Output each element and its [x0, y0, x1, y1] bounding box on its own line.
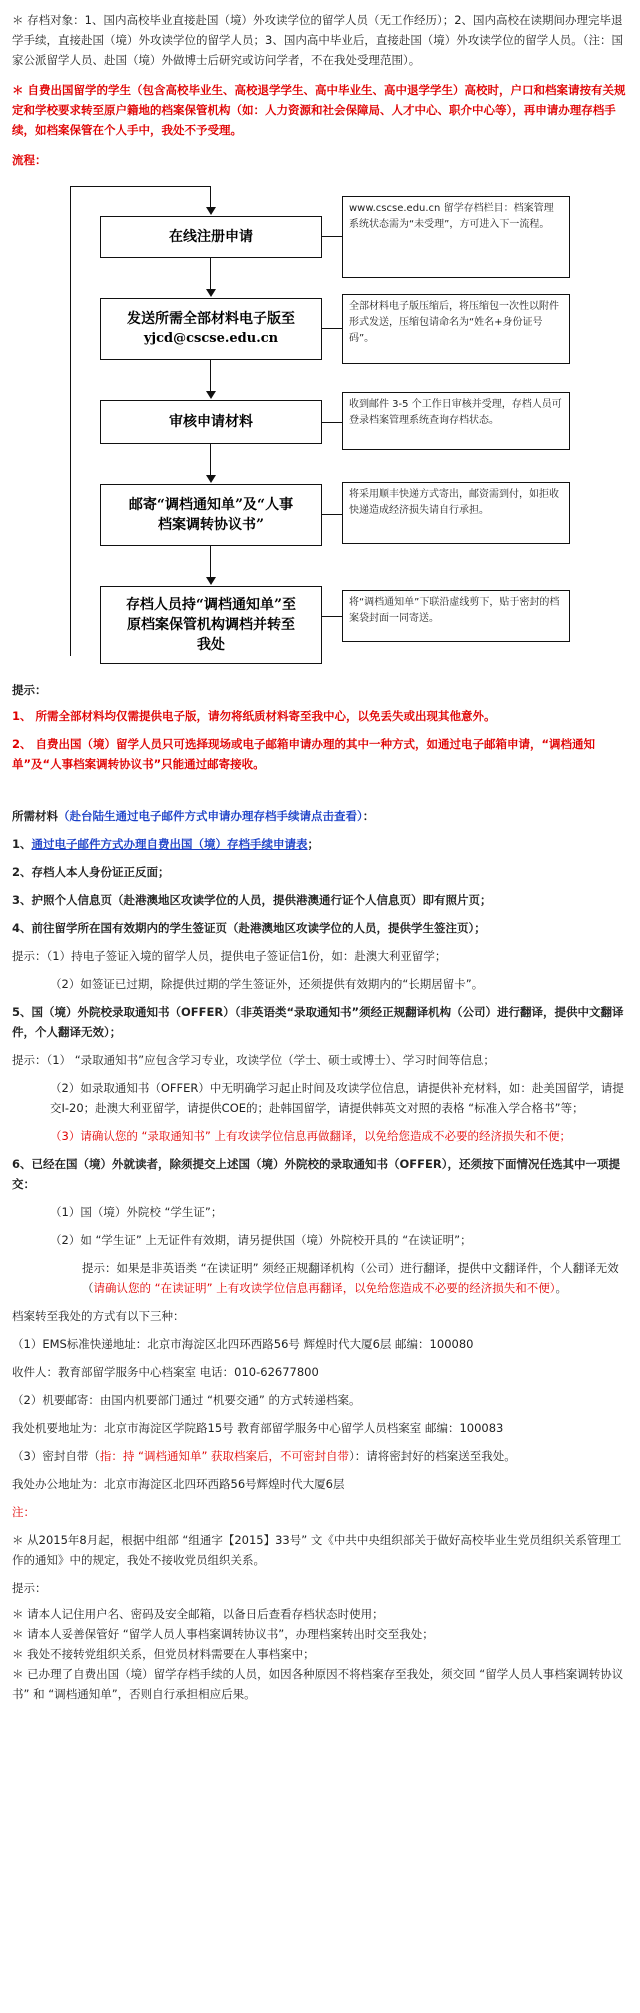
flow-step-transfer-archive: 存档人员持“调档通知单”至 原档案保管机构调档并转至 我处: [100, 586, 322, 664]
final-tips-title: 提示：: [12, 1581, 47, 1595]
arrow-4: [206, 577, 216, 585]
material-item-4-tip-2: （2）如签证已过期，除提供过期的学生签证外，还须提供有效期内的“长期居留卡”。: [50, 977, 484, 991]
note-link-5: [322, 616, 342, 617]
flow-note-transfer: 将“调档通知单”下联沿虚线剪下，贴于密封的档案袋封面一同寄送。: [342, 590, 570, 642]
final-tip-2: ＊ 请本人妥善保管好 “留学人员人事档案调转协议书”，办理档案转出时交至我处；: [12, 1627, 434, 1641]
tip-1: 1、 所需全部材料均仅需提供电子版，请勿将纸质材料寄至我中心，以免丢失或出现其他意外。: [12, 709, 496, 723]
note-title: 注：: [12, 1505, 35, 1519]
flow-note-send: 全部材料电子版压缩后，将压缩包一次性以附件形式发送，压缩包请命名为“姓名+身份证号码”。: [342, 294, 570, 364]
material-item-6-b: （2）如 “学生证” 上无证件有效期，请另提供国（境）外院校开具的 “在读证明”；: [50, 1233, 472, 1247]
note-link-1: [322, 236, 342, 237]
final-tip-3: ＊ 我处不接转党组织关系，但党员材料需要在人事档案中；: [12, 1647, 315, 1661]
material-item-5-tip-2: （2）如录取通知书（OFFER）中无明确学习起止时间及攻读学位信息，请提供补充材料，如：赴美国留学，请提交I-20；赴澳大利亚留学，请提供COE的；赴韩国留学，请提供韩英文对照的表格 “标准入学合格书”等；: [50, 1081, 624, 1115]
material-item-6: 6、已经在国（境）外就读者，除须提交上述国（境）外院校的录取通知书（OFFER），还须按下面情况任选其中一项提交：: [12, 1157, 620, 1191]
flow-step-review: 审核申请材料: [100, 400, 322, 444]
note-link-3: [322, 422, 342, 423]
final-tip-4: ＊ 已办理了自费出国（境）留学存档手续的人员，如因各种原因不将档案存至我处，须交回 “留学人员人事档案调转协议书” 和 “调档通知单”，否则自行承担相应后果。: [12, 1667, 624, 1701]
note-link-2: [322, 328, 342, 329]
flow-step-mail-notice: 邮寄“调档通知单”及“人事 档案调转协议书”: [100, 484, 322, 546]
arrow-3: [206, 475, 216, 483]
taiwan-students-link[interactable]: （赴台陆生通过电子邮件方式申请办理存档手续请点击查看）: [58, 809, 363, 823]
note-link-4: [322, 514, 342, 515]
material-item-2: 2、存档人本人身份证正反面；: [12, 865, 170, 879]
materials-heading: 所需材料（赴台陆生通过电子邮件方式申请办理存档手续请点击查看）：: [12, 809, 375, 823]
transfer-ems-recipient: 收件人：教育部留学服务中心档案室 电话：010-62677800: [12, 1365, 319, 1379]
flow-note-mail: 将采用顺丰快递方式寄出，邮资需到付，如拒收快递造成经济损失请自行承担。: [342, 482, 570, 544]
material-item-1: 1、通过电子邮件方式办理自费出国（境）存档手续申请表；: [12, 837, 320, 851]
material-item-6-a: （1）国（境）外院校 “学生证”；: [50, 1205, 223, 1219]
connector-3: [210, 444, 211, 476]
flow-title: 流程：: [12, 153, 47, 167]
material-item-6-tip: 提示：如果是非英语类 “在读证明” 须经正规翻译机构（公司）进行翻译，提供中文翻译件，个人翻译无效（请确认您的 “在读证明” 上有攻读学位信息再翻译，以免给您造成不必要的经济损失和不便）。: [82, 1261, 619, 1295]
arrow-to-register: [206, 207, 216, 215]
flow-step-register: 在线注册申请: [100, 216, 322, 258]
archive-target-intro: ＊ 存档对象：1、国内高校毕业直接赴国（境）外攻读学位的留学人员（无工作经历）；2、国内高校在读期间办理完毕退学手续，直接赴国（境）外攻读学位的留学人员；3、国内高中毕业后，直接赴国（境）外攻读学位的留学人员。（注：国家公派留学人员、赴国（境）外做博士后研究或访问学者，不在我处受理范围）。: [12, 13, 624, 67]
material-item-4: 4、前往留学所在国有效期内的学生签证页（赴港澳地区攻读学位的人员，提供学生签注页）；: [12, 921, 486, 935]
transfer-method-confidential: （2）机要邮寄：由国内机要部门通过 “机要交通” 的方式转递档案。: [12, 1393, 361, 1407]
arrow-1: [206, 289, 216, 297]
self-funded-warning: ＊ 自费出国留学的学生（包含高校毕业生、高校退学学生、高中毕业生、高中退学学生）高校时，户口和档案请按有关规定和学校要求转至原户籍地的档案保管机构（如：人力资源和社会保障局、人才中心、职介中心等），再申请办理存档手续，如档案保管在个人手中，我处不予受理。: [12, 83, 626, 137]
final-tip-1: ＊ 请本人记住用户名、密码及安全邮箱，以备日后查看存档状态时使用；: [12, 1607, 384, 1621]
transfer-confidential-address: 我处机要地址为：北京市海淀区学院路15号 教育部留学服务中心留学人员档案室 邮编：100083: [12, 1421, 504, 1435]
transfer-method-self: （3）密封自带（指：持 “调档通知单” 获取档案后，不可密封自带）：请将密封好的档案送至我处。: [12, 1449, 516, 1463]
connector-2: [210, 360, 211, 392]
office-address: 我处办公地址为：北京市海淀区北四环西路56号辉煌时代大厦6层: [12, 1477, 345, 1491]
material-item-5: 5、国（境）外院校录取通知书（OFFER）（非英语类“录取通知书”须经正规翻译机构（公司）进行翻译，提供中文翻译件，个人翻译无效）；: [12, 1005, 624, 1039]
arrow-2: [206, 391, 216, 399]
transfer-title: 档案转至我处的方式有以下三种：: [12, 1309, 185, 1323]
flow-step-send-materials: 发送所需全部材料电子版至 yjcd@cscse.edu.cn: [100, 298, 322, 360]
flow-note-review: 收到邮件 3-5 个工作日审核并受理，存档人员可登录档案管理系统查询存档状态。: [342, 392, 570, 450]
material-item-5-tip-1: 提示：（1） “录取通知书”应包含学习专业，攻读学位（学士、硕士或博士）、学习时间等信息；: [12, 1053, 495, 1067]
flow-note-register: www.cscse.edu.cn 留学存档栏目：档案管理系统状态需为“未受理”，方可进入下一流程。: [342, 196, 570, 278]
transfer-method-ems: （1）EMS标准快递地址：北京市海淀区北四环西路56号 辉煌时代大厦6层 邮编：100080: [12, 1337, 474, 1351]
connector-4: [210, 546, 211, 578]
application-form-link[interactable]: 通过电子邮件方式办理自费出国（境）存档手续申请表: [31, 837, 308, 851]
note-body: ＊ 从2015年8月起，根据中组部 “组通字【2015】33号” 文《中共中央组织部关于做好高校毕业生党员组织关系管理工作的通知》中的规定，我处不接收党员组织关系。: [12, 1533, 622, 1567]
process-flowchart: [12, 176, 628, 666]
tip-2: 2、 自费出国（境）留学人员只可选择现场或电子邮箱申请办理的其中一种方式，如通过电子邮箱申请，“调档通知单”及“人事档案调转协议书”只能通过邮寄接收。: [12, 737, 596, 771]
flow-spine: [70, 186, 71, 656]
flow-top-connector: [210, 186, 211, 208]
material-item-5-tip-3: （3）请确认您的 “录取通知书” 上有攻读学位信息再做翻译，以免给您造成不必要的经济损失和不便；: [50, 1129, 572, 1143]
connector-1: [210, 258, 211, 290]
material-item-3: 3、护照个人信息页（赴港澳地区攻读学位的人员，提供港澳通行证个人信息页）即有照片页；: [12, 893, 492, 907]
flow-spine-top: [70, 186, 210, 187]
tips-title: 提示：: [12, 683, 47, 697]
material-item-4-tip-1: 提示：（1）持电子签证入境的留学人员，提供电子签证信1份，如：赴澳大利亚留学；: [12, 949, 447, 963]
